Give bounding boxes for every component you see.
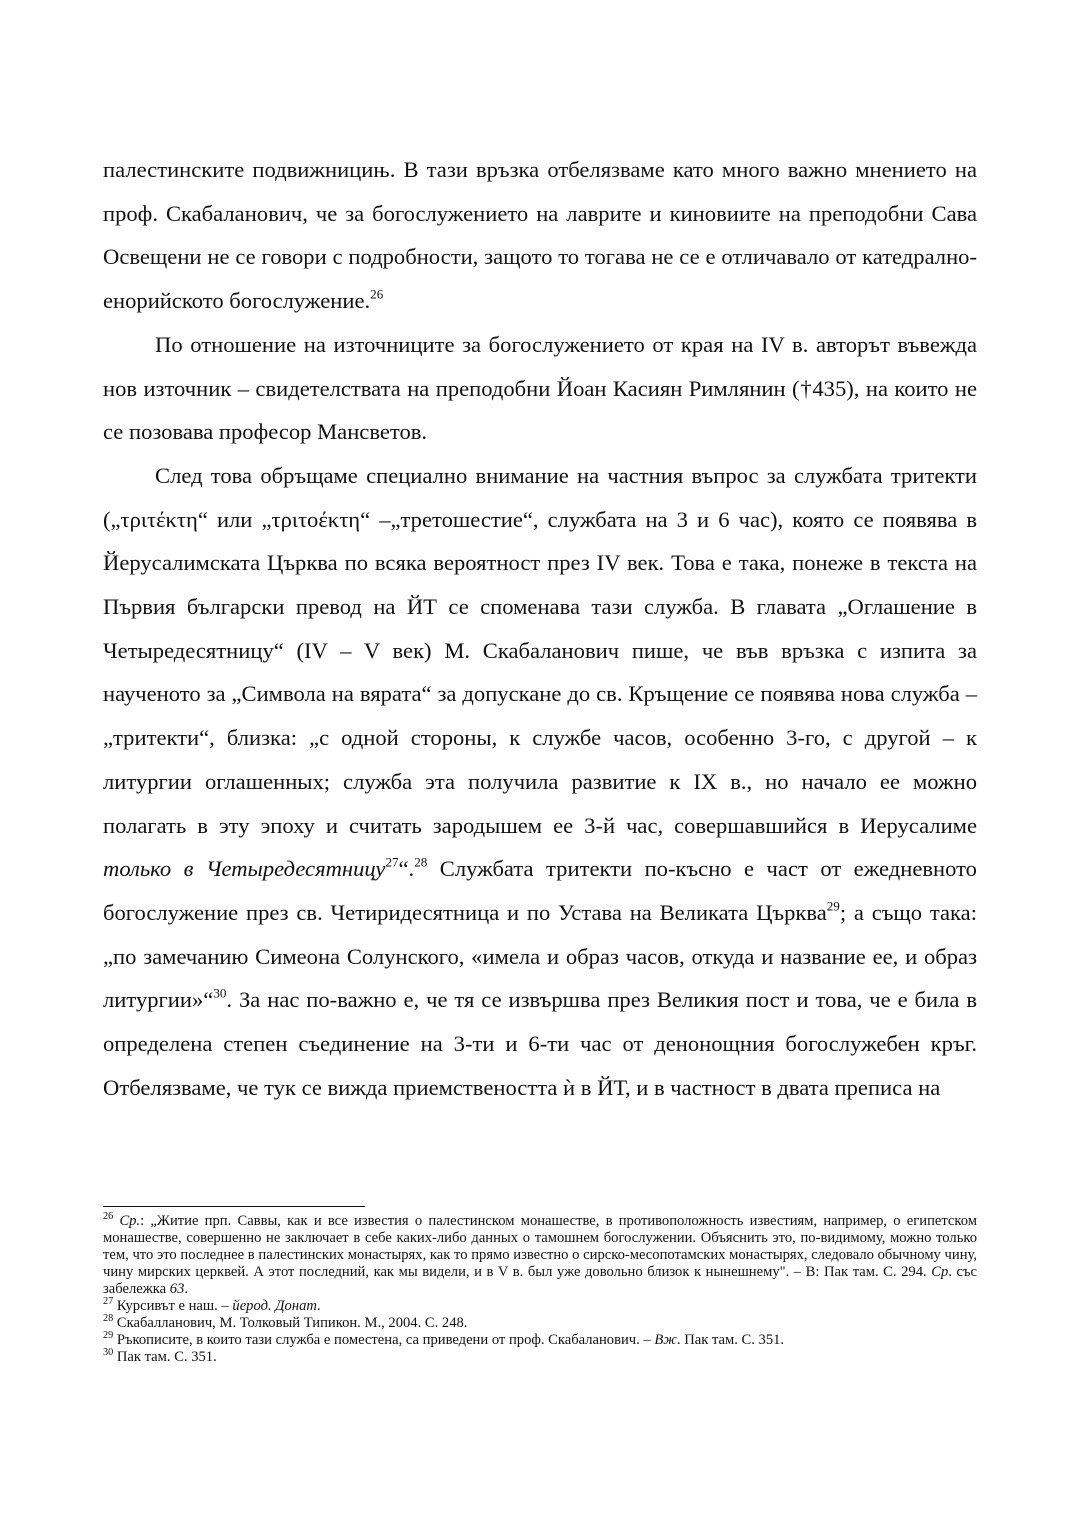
footnote	[103, 1295, 977, 1315]
text-run: .	[316, 1298, 321, 1314]
footnotes	[103, 1210, 977, 1366]
footnote	[103, 1346, 977, 1366]
footnote-marker: 27	[385, 854, 399, 870]
footnote-marker: 27	[103, 1295, 114, 1307]
footnote-marker: 29	[103, 1329, 114, 1341]
text-run: . Пак там. С. 351.	[676, 1332, 785, 1348]
footnote-separator	[103, 1206, 365, 1207]
text-run: Пак там. С. 351.	[113, 1349, 217, 1365]
footnote	[103, 1312, 977, 1332]
footnote-marker: 28	[414, 854, 428, 870]
text-run: Службата тритекти по-късно е част от ежедневното богослужение през св. Четиридесятница и по Устава на Великата Църква	[103, 856, 977, 925]
text-run: ; а също така: „по замечанию Симеона Солунского, «имела и образ часов, откуда и название ее, и образ литургии»“	[103, 899, 977, 1013]
text-run: : „Житие прп. Саввы, как и все известия о палестинском монашестве, в противоположность известиям, например, о египетском монашестве, совершенно не заключает в себе каких-либо данных о тамошнем богослужении. Объяснить это, по-видимому, можно только тем, что это последнее в палестинских монастырях, как то прямо известно о сирско-месопотамских монастырях, следовало обычному чину, чину мирских церквей. А этот последний, как мы видели, и в V в. был уже довольно близок к нынешнему". – В: Пак там. С. 294.	[103, 1213, 977, 1280]
footnote-marker: 28	[103, 1312, 114, 1324]
paragraph	[103, 323, 977, 454]
footnote	[103, 1210, 977, 1298]
text-run: “.	[398, 856, 415, 882]
text-run: .	[184, 1281, 189, 1297]
footnote-marker: 29	[826, 898, 840, 914]
paragraph	[103, 454, 977, 1110]
main-text	[103, 148, 977, 1109]
italic-text: Вж	[654, 1332, 677, 1348]
footnote-marker: 30	[103, 1346, 114, 1358]
text-run: . За нас по-важно е, че тя се извършва през Великия пост и това, че е била в определена степен съединение на 3-ти и 6-ти час от денонощния богослужебен кръг. Отбелязваме, че тук се вижда приемствеността ѝ в ЙТ, и в частност в двата преписа на	[103, 987, 977, 1100]
italic-text: 63	[169, 1281, 185, 1297]
text-run: По отношение на източниците за богослужението от края на IV в. авторът въвежда нов източник – свидетелствата на преподобни Йоан Касиян Римлянин (†435), на които не се позовава професор Мансветов.	[103, 331, 977, 445]
footnote-marker: 26	[103, 1210, 114, 1222]
text-run: Ръкописите, в които тази служба е поместена, са приведени от проф. Скабаланович. –	[113, 1332, 655, 1348]
text-run: След това обръщаме специално внимание на частния въпрос за службата тритекти („τριτέκτη“ или „τριτοέκτη“ –„третошестие“, службата на 3 и 6 час), която се появява в Йерусалимската Църква по всяка вероятност през IV век. Това е така, понеже в текста на Първия български превод на ЙТ се споменава тази служба. В главата „Оглашение в Четыредесятницу“ (IV – V век) М. Скабаланович пише, че във връзка с изпита за наученото за „Символа на вярата“ за допускане до св. Кръщение се появява нова служба –„тритекти“, близка: „с одной стороны, к службе часов, особенно 3-го, с другой – к литургии оглашенных; служба эта получила развитие к IX в., но начало ее можно полагать в эту эпоху и считать зародышем ее 3-й час, совершавшийся в Иерусалиме	[103, 462, 977, 838]
text-run: Скабалланович, М. Толковый Типикон. М., 2004. С. 248.	[113, 1315, 468, 1331]
italic-text: Ср.	[119, 1213, 141, 1229]
footnote-marker: 26	[370, 286, 384, 302]
text-run: палестинските подвижницињ. В тази връзка отбелязваме като много важно мнението на проф. Скабаланович, че за богослужението на лаврите и киновиите на преподобни Сава Освещени не се говори с подробности, защото то тогава не се е отличавало от катедрално-енорийското богослужение.	[103, 157, 977, 314]
italic-text: йерод. Донат	[232, 1298, 317, 1314]
paragraph	[103, 148, 977, 323]
italic-text: только в Четыредесятницу	[103, 856, 386, 882]
footnote	[103, 1329, 977, 1349]
italic-text: Ср	[931, 1264, 949, 1280]
text-run: Курсивът е наш. –	[113, 1298, 233, 1314]
footnote-marker: 30	[213, 985, 227, 1001]
text-run: . със забележка	[103, 1264, 977, 1297]
